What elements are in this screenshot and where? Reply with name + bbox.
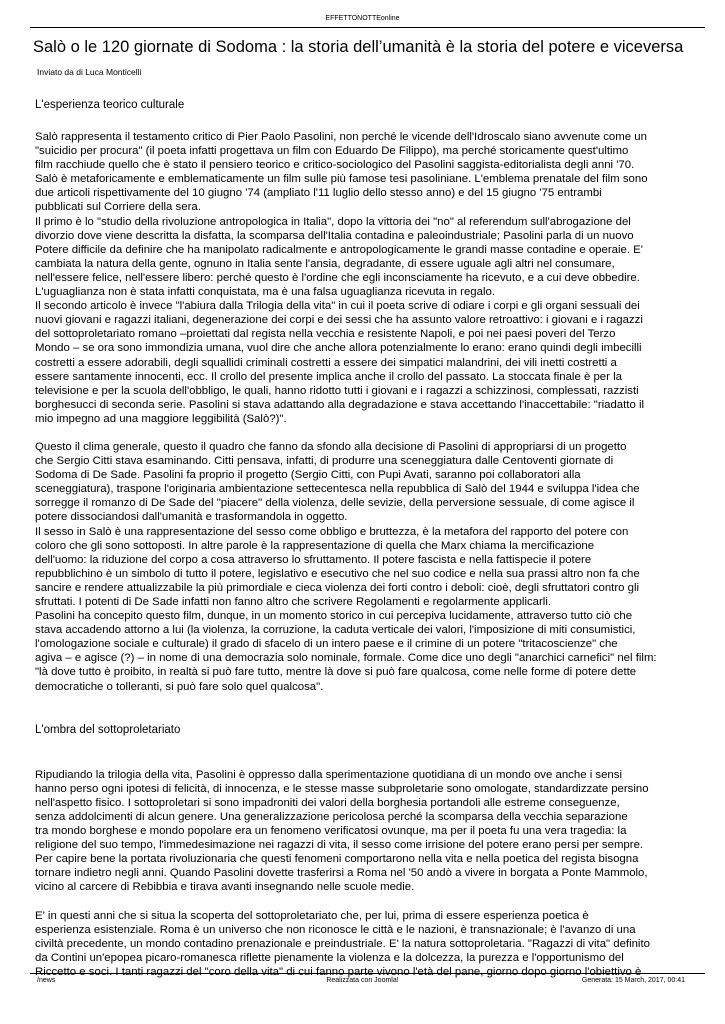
article-byline: Inviato da di Luca Monticelli (37, 67, 142, 77)
footer-divider (30, 973, 705, 974)
paragraph-2: Questo il clima generale, questo il quadro che fanno da sfondo alla decisione di Pasolini di appropriarsi di un progetto che Sergio Citti stava esaminando. Citti pensava, infatti, di produrre una sceneggiatura dalle Centoventi giornate di Sodoma di De Sade. Pasolini fa proprio il progetto (Sergio Citti, con Pupi Avati, saranno poi collaboratori alla sceneggiatura), traspone l'originaria ambientazione settecentesca nella repubblica di Salò del 1944 e sviluppa l'idea che sorregge il romanzo di De Sade del "piacere" della violenza, delle sevizie, della perversione sessuale, di come agisce il potere dissociandosi dall'umanità e trasformandola in oggetto. Il sesso in Salò è una rappresentazione del sesso come obbligo e bruttezza, è la metafora del rapporto del potere con coloro che gli sono sottoposti. In altre parole è la rappresentazione di quella che Marx chiama la mercificazione dell'uomo: la riduzione del corpo a cosa attraverso lo sfruttamento. Il potere fascista e nella fattispecie il potere repubblichino è un simbolo di tutto il potere, legislativo e esecutivo che nel suo codice e nella sua prassi altro non fa che sancire e rendere attualizzabile la più primordiale e cieca violenza dei forti contro i deboli: cioè, degli sfruttatori contro gli sfruttati. I potenti di De Sade infatti non fanno altro che scrivere Regolamenti e regolarmente applicarli. Pasolini ha concepito questo film, dunque, in un momento storico in cui percepiva lucidamente, attraverso tutto ciò che stava accadendo attorno a lui (la violenza, la corruzione, la caduta verticale dei valori, l'imposizione di miti consumistici, l'omologazione sociale e culturale) il grado di sfacelo di un intero paese e il crimine di un potere "tritacoscienze" che agiva – e agisce (?) – in nome di una democrazia solo nominale, formale. Come dice uno degli "anarchici carnefici" nel film: "là dove tutto è proibito, in realtà si può fare tutto, mentre là dove si può fare qualcosa, come nelle forme di potere dette democratiche o tolleranti, si può fare solo quel qualcosa". (35, 440, 657, 693)
header-divider (30, 27, 705, 28)
footer-path: /news (37, 977, 56, 984)
article-title: Salò o le 120 giornate di Sodoma : la storia dell’umanità è la storia del potere e viceversa (33, 38, 684, 56)
footer-generated-date: Generata: 15 March, 2017, 00:41 (581, 977, 685, 984)
footer-credit: Realizzata con Joomla! (326, 977, 399, 984)
section-heading-subproletariat: L'ombra del sottoproletariato (35, 723, 181, 736)
paragraph-1: Salò rappresenta il testamento critico di Pier Paolo Pasolini, non perché le vicende dell'Idroscalo siano avvenute come un "suicidio per procura" (il poeta infatti progettava un film con Eduardo De Filippo), ma perché storicamente quest'ultimo film racchiude quello che è stato il pensiero teorico e critico-sociologico del Pasolini saggista-editorialista degli anni '70. Salò è metaforicamente e emblematicamente un film sulle più famose tesi pasoliniane. L'emblema prenatale del film sono due articoli rispettivamente del 10 giugno '74 (ampliato l'11 luglio dello stesso anno) e del 15 giugno '75 entrambi pubblicati sul Corriere della sera. Il primo è lo "studio della rivoluzione antropologica in Italia", dopo la vittoria dei "no" al referendum sull'abrogazione del divorzio dove viene descritta la disfatta, la scomparsa dell'Italia contadina e paleoindustriale; Pasolini parla di un nuovo Potere difficile da definire che ha manipolato radicalmente e antropologicamente le grandi masse contadine e operaie. E' cambiata la natura della gente, ognuno in Italia sente l'ansia, degradante, di essere uguale agli altri nel consumare, nell'essere felice, nell'essere libero: perché questo è l'ordine che egli inconsciamente ha ricevuto, e a cui deve obbedire. L'uguaglianza non è stata infatti conquistata, ma è una falsa uguaglianza ricevuta in regalo. Il secondo articolo è invece "l'abiura dalla Trilogia della vita" in cui il poeta scrive di odiare i corpi e gli organi sessuali dei nuovi giovani e ragazzi italiani, degenerazione dei corpi e dei sessi che ha assunto valore retroattivo: i giovani e i ragazzi del sottoproletariato romano –proiettati dal regista nella vecchia e resistente Napoli, e poi nei paesi poveri del Terzo Mondo – se ora sono immondizia umana, vuol dire che anche allora potenzialmente lo erano: erano quindi degli imbecilli costretti a essere adorabili, degli squallidi criminali costretti a essere dei simpatici malandrini, dei vili inetti costretti a essere santamente innocenti, ecc. Il crollo del presente implica anche il crollo del passato. La stoccata finale è per la televisione e per la scuola dell'obbligo, le quali, hanno ridotto tutti i giovani e i ragazzi a schizzinosi, complessati, razzisti borghesucci di seconda serie. Pasolini si stava adattando alla degradazione e stava accettando l'inaccettabile: "riadatto il mio impegno ad una maggiore leggibilità (Salò?)". (35, 131, 648, 425)
section-heading-experience: L'esperienza teorico culturale (35, 99, 185, 111)
article-body (35, 97, 705, 979)
paragraph-4: E' in questi anni che si situa la scoperta del sottoproletariato che, per lui, prima di essere esperienza poetica è esperienza esistenziale. Roma è un universo che non riconosce le città e le nazioni, è transnazionale; è l'avanzo di una civiltà precedente, un mondo contadino prenazionale e preindustriale. E' la natura sottoproletaria. "Ragazzi di vita" definito da Contini un'epopea picaro-romanesca riflette pienamente la violenza e la dolcezza, la purezza e l'opportunismo del Riccetto e soci. I tanti ragazzi del "coro della vita" di cui fanno parte vivono l'età del pane, giorno dopo giorno l'obiettivo è (35, 909, 650, 978)
site-name: EFFETTONOTTEonline (325, 15, 400, 22)
paragraph-3: Ripudiando la trilogia della vita, Pasolini è oppresso dalla sperimentazione quotidiana di un mondo ove anche i sensi hanno perso ogni ipotesi di felicità, di innocenza, e le stesse masse subproletarie sono omologate, standardizzate persino nell'aspetto fisico. I sottoproletari si sono impadroniti dei valori della borghesia portandoli alle estreme conseguenze, senza addolcimenti di alcun genere. Una generalizzazione pericolosa perché la scomparsa della vecchia separazione tra mondo borghese e mondo popolare era un fenomeno verificatosi ovunque, ma per il poeta fu una vera tragedia: la religione del suo tempo, l'immedesimazione nei ragazzi di vita, il sesso come irrisione del potere erano persi per sempre. Per capire bene la portata rivoluzionaria che questi fenomeni comportarono nella vita e nella poetica del regista bisogna tornare indietro negli anni. Quando Pasolini dovette trasferirsi a Roma nel '50 andò a vivere in borgata a Ponte Mammolo, vicino al carcere di Rebibbia e tirava avanti insegnando nelle scuole medie. (35, 768, 649, 894)
